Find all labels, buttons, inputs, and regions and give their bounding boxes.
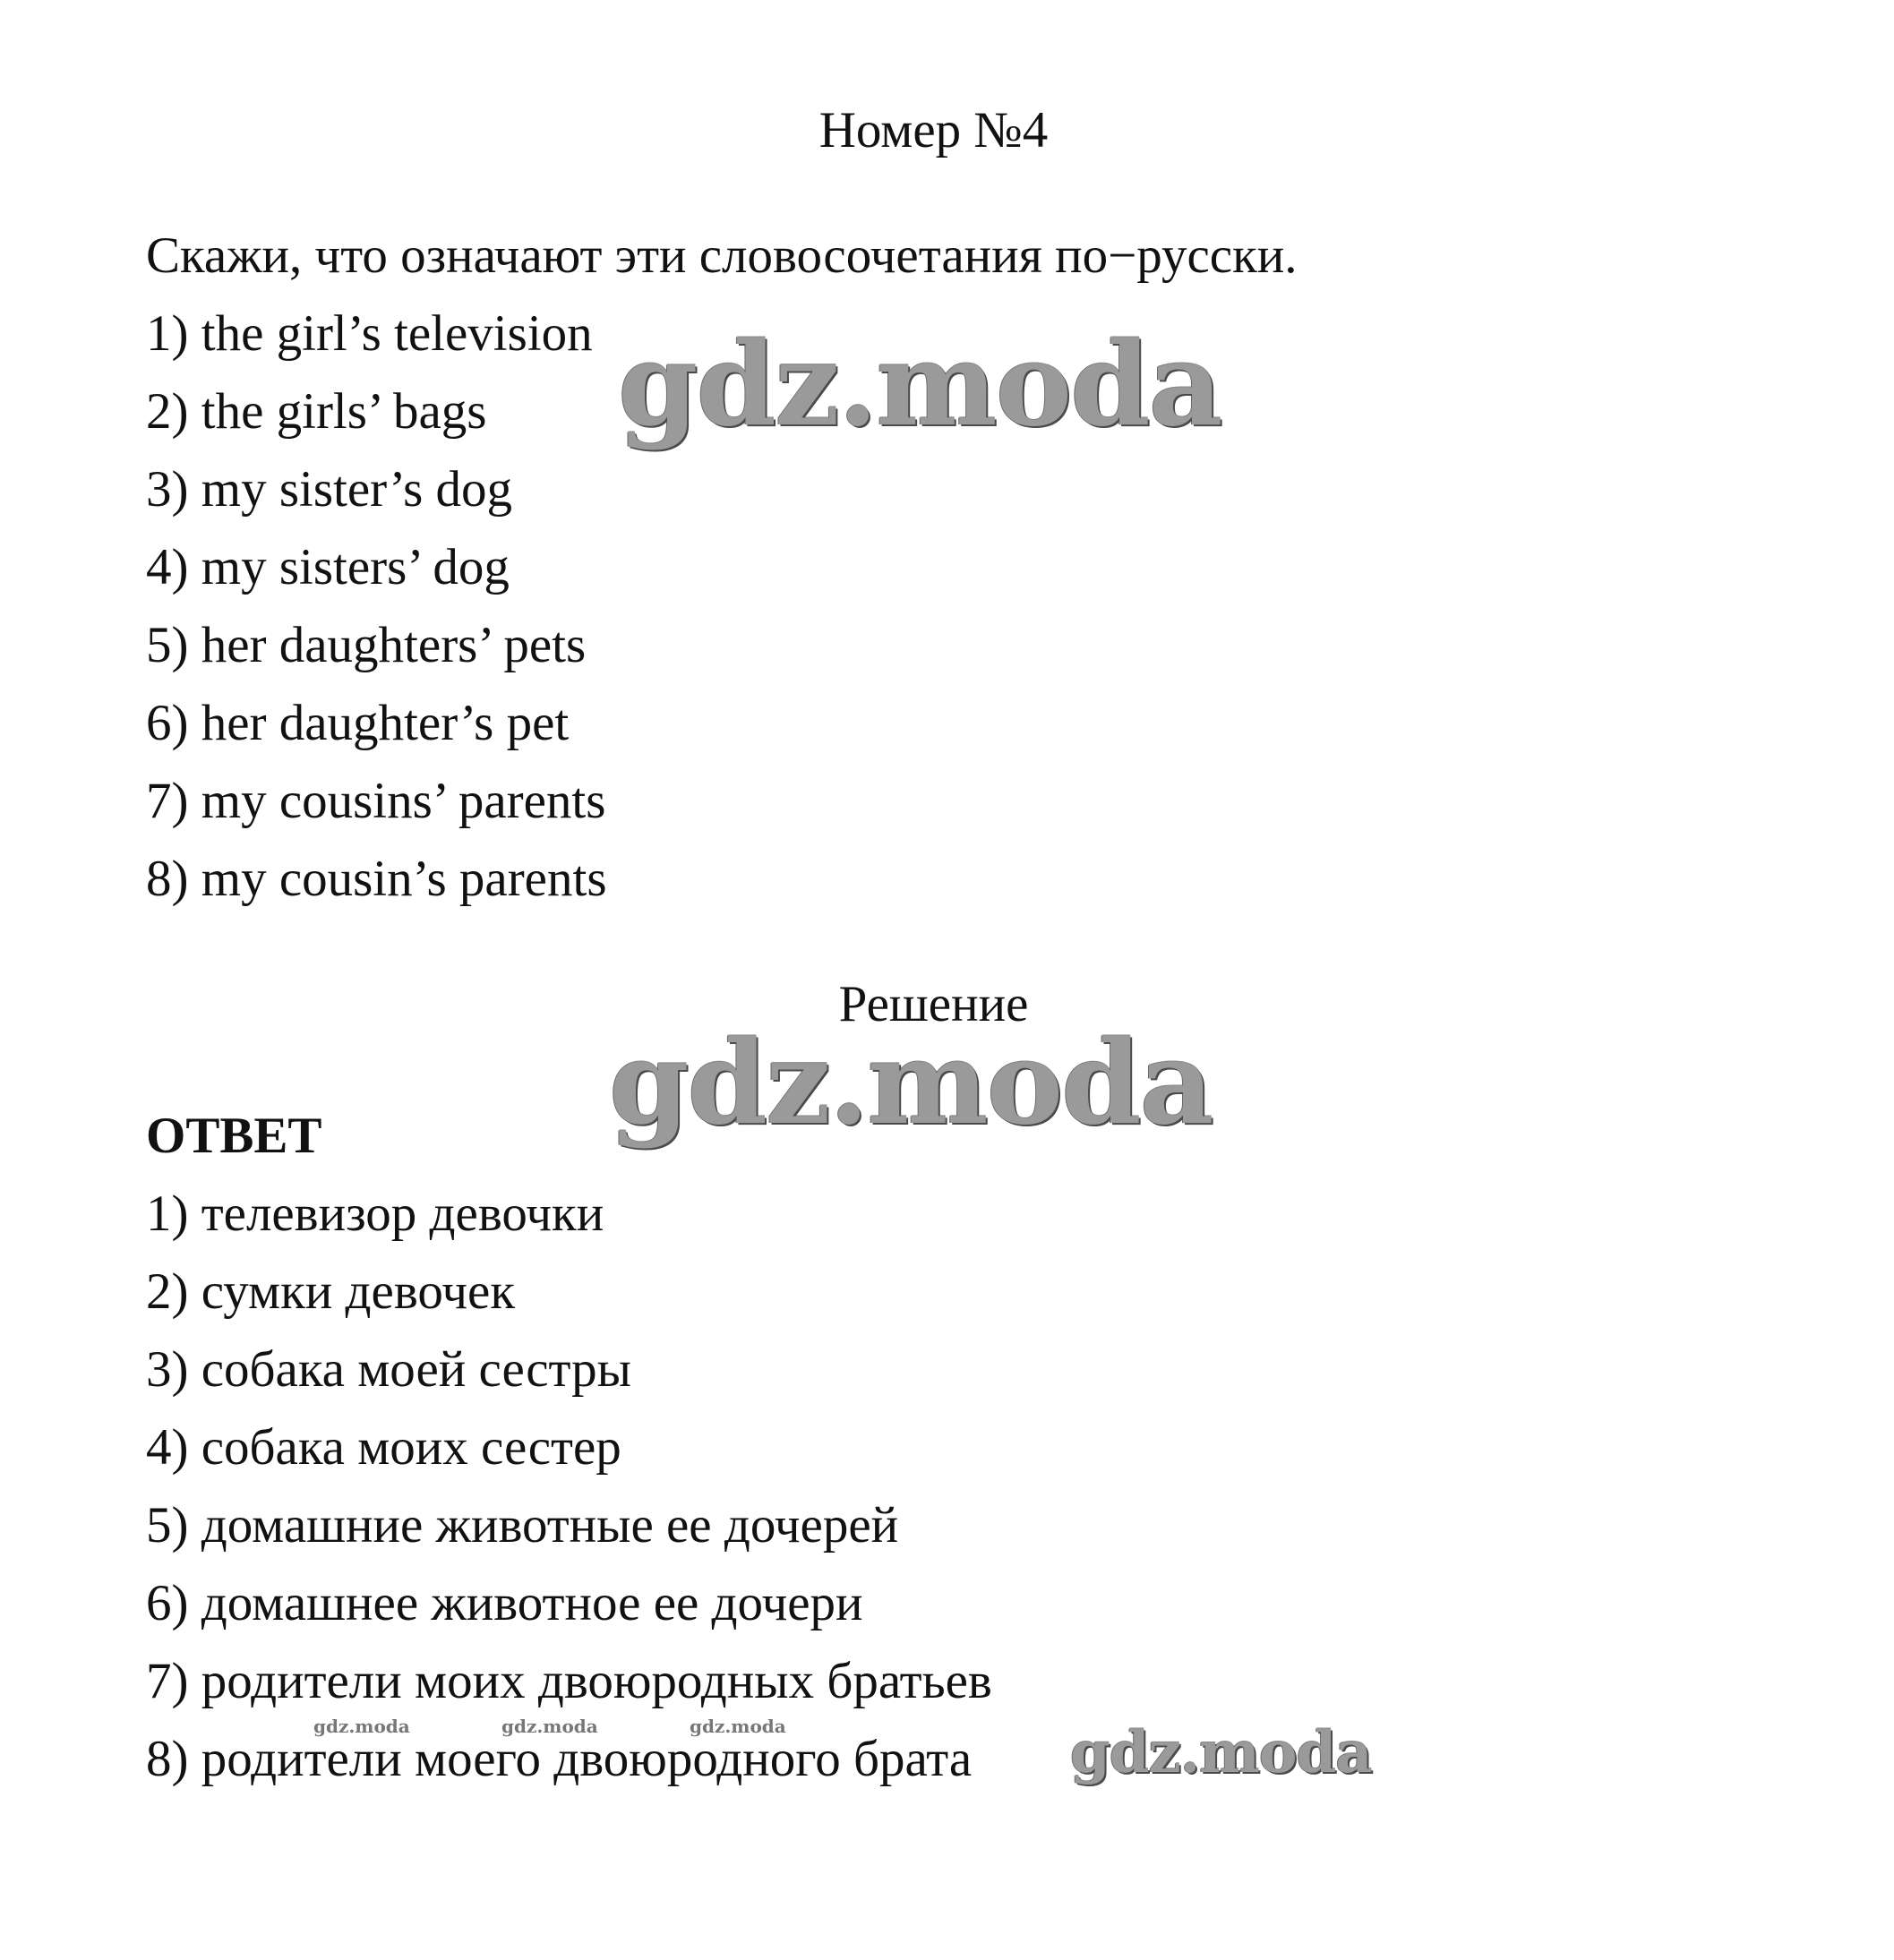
task-item-6: 6) her daughter’s pet <box>146 695 570 751</box>
watermark-logo: gdz.moda <box>609 1016 1213 1151</box>
watermark-logo: gdz.moda <box>501 1716 598 1737</box>
task-item-2: 2) the girls’ bags <box>146 383 487 440</box>
task-item-7: 7) my cousins’ parents <box>146 773 606 829</box>
watermark-logo: gdz.moda <box>313 1716 410 1737</box>
answer-item-2: 2) сумки девочек <box>146 1263 516 1320</box>
watermark-logo: gdz.moda <box>690 1716 786 1737</box>
task-item-1: 1) the girl’s television <box>146 305 593 362</box>
watermark-logo: gdz.moda <box>1070 1719 1372 1786</box>
page-title: Номер №4 <box>818 102 1049 158</box>
solution-heading: Решение <box>838 976 1029 1032</box>
answer-item-7: 7) родители моих двоюродных братьев <box>146 1653 992 1709</box>
answer-item-4: 4) собака моих сестер <box>146 1419 621 1476</box>
answer-item-1: 1) телевизор девочки <box>146 1185 604 1242</box>
answer-item-3: 3) собака моей сестры <box>146 1341 631 1398</box>
answer-item-6: 6) домашнее животное ее дочери <box>146 1575 863 1631</box>
task-item-8: 8) my cousin’s parents <box>146 851 607 907</box>
answer-item-8: 8) родители моего двоюродного брата <box>146 1731 973 1787</box>
answer-item-5: 5) домашние животные ее дочерей <box>146 1497 899 1553</box>
task-item-5: 5) her daughters’ pets <box>146 617 587 673</box>
task-instruction: Скажи, что означают эти словосочетания по−русски. <box>146 227 1298 284</box>
answer-label: ОТВЕТ <box>146 1108 322 1164</box>
task-item-3: 3) my sister’s dog <box>146 461 513 518</box>
task-item-4: 4) my sisters’ dog <box>146 539 510 595</box>
watermark-logo: gdz.moda <box>618 318 1221 452</box>
